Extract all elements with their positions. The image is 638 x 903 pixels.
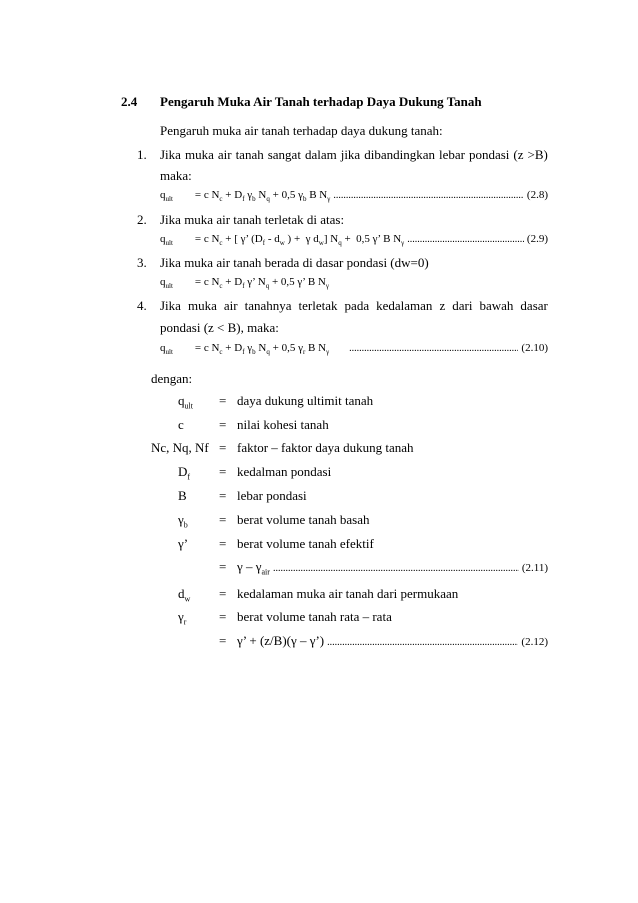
definition-description: kedalman pondasi <box>237 464 332 479</box>
word: sangat <box>267 147 301 162</box>
word: dari <box>452 298 473 313</box>
definition-formula-row <box>237 560 548 577</box>
word: pada <box>344 298 370 313</box>
eq-rhs: = c $N_c$ + [ γ’ ($D_f - d_w$ ) + γ $d_w$] $N_q + 0,5$ γ’ B $N_\gamma$ <box>194 233 405 248</box>
definition-description: γ – $\gamma_{air}$ <box>237 559 270 577</box>
definition-equals: = <box>219 559 227 574</box>
intro-text: Pengaruh muka air tanah terhadap daya dukung tanah: <box>160 123 443 138</box>
item-3-line-1: Jika muka air tanah berada di dasar pondasi (dw=0) <box>160 255 429 270</box>
definition-formula-row <box>237 634 548 648</box>
definition-equals: = <box>219 464 227 479</box>
dot-leader <box>327 634 518 648</box>
definition-equals: = <box>219 417 227 432</box>
definition-equals: = <box>219 633 227 648</box>
eq-rhs: = c $N_c + D_f$ $\gamma_b$ $N_q + 0,5$ $\gamma_r$ B $N_\gamma$ <box>194 342 330 357</box>
item-1-line-2: maka: <box>160 168 192 183</box>
item-1-line-1 <box>160 148 548 161</box>
word: Jika <box>160 147 181 162</box>
word: (z <box>513 147 524 162</box>
definition-symbol: B <box>178 488 187 503</box>
word: bawah <box>479 298 514 313</box>
definition-symbol: $\gamma_r$ <box>178 609 187 627</box>
definition-symbol: $d_w$ <box>178 586 191 604</box>
dot-leader <box>407 234 524 245</box>
definition-symbol: $q_{ult}$ <box>178 393 193 411</box>
definition-equals: = <box>219 488 227 503</box>
definition-description: faktor – faktor daya dukung tanah <box>237 440 414 455</box>
definition-description: berat volume tanah basah <box>237 512 370 527</box>
word: muka <box>187 298 217 313</box>
definition-description: berat volume tanah rata – rata <box>237 609 392 624</box>
eq-lhs: $q_{ult}$ <box>160 233 173 248</box>
definition-description: kedalaman muka air tanah dari permukaan <box>237 586 459 601</box>
definition-description: berat volume tanah efektif <box>237 536 374 551</box>
dot-leader <box>349 343 518 354</box>
word: terletak <box>298 298 338 313</box>
item-3-number: 3. <box>137 255 147 270</box>
word: dibandingkan <box>364 147 435 162</box>
definition-equals: = <box>219 609 227 624</box>
item-4-number: 4. <box>137 298 147 313</box>
word: pondasi <box>468 147 510 162</box>
definition-description: γ’ + (z/B)(γ – γ’) <box>237 633 325 648</box>
section-title: Pengaruh Muka Air Tanah terhadap Daya Dukung Tanah <box>160 94 482 109</box>
definition-equals: = <box>219 393 227 408</box>
item-4-line-2: pondasi (z < B), maka: <box>160 320 279 335</box>
eq-lhs: $q_{ult}$ <box>160 189 173 204</box>
definition-symbol: Nc, Nq, Nf <box>151 440 209 455</box>
eq-rhs: = c $N_c + D_f$ $\gamma_b$ $N_q + 0,5$ $\gamma_b$ B $N_\gamma$ <box>194 189 331 204</box>
definition-equals: = <box>219 586 227 601</box>
word: tanahnya <box>244 298 292 313</box>
definition-equals: = <box>219 440 227 455</box>
dot-leader <box>333 190 524 201</box>
word: Jika <box>160 298 181 313</box>
definition-equals: = <box>219 536 227 551</box>
item-4-line-1 <box>160 299 548 312</box>
word: z <box>439 298 446 313</box>
equation-2-9 <box>160 234 548 247</box>
equation-2-8 <box>160 190 548 203</box>
equation-2-10 <box>160 343 548 356</box>
section-number: 2.4 <box>121 94 138 109</box>
eq-number: (2.11) <box>521 562 548 574</box>
dengan-label: dengan: <box>151 371 193 386</box>
eq-number: (2.12) <box>521 636 548 648</box>
word: tanah <box>235 147 264 162</box>
word: air <box>223 298 238 313</box>
eq-lhs: $q_{ult}$ <box>160 342 173 357</box>
word: muka <box>184 147 214 162</box>
definition-symbol: γ’ <box>178 536 189 551</box>
dot-leader <box>273 560 519 574</box>
item-2-number: 2. <box>137 212 147 227</box>
word: lebar <box>438 147 465 162</box>
word: dasar <box>520 298 548 313</box>
word: >B) <box>527 147 548 162</box>
eq-number: (2.9) <box>526 233 548 245</box>
eq-rhs: = c $N_c + D_f$ γ’ $N_q + 0,5$ γ’ B $N_\gamma$ <box>194 276 329 291</box>
definition-description: lebar pondasi <box>237 488 307 503</box>
definition-description: nilai kohesi tanah <box>237 417 329 432</box>
definition-description: daya dukung ultimit tanah <box>237 393 374 408</box>
definition-equals: = <box>219 512 227 527</box>
word: jika <box>340 147 361 162</box>
word: kedalaman <box>376 298 433 313</box>
item-2-line-1: Jika muka air tanah terletak di atas: <box>160 212 345 227</box>
word: air <box>217 147 232 162</box>
word: dalam <box>304 147 337 162</box>
equation-item-3 <box>160 277 329 290</box>
eq-lhs: $q_{ult}$ <box>160 276 173 291</box>
eq-number: (2.10) <box>521 342 548 354</box>
item-1-number: 1. <box>137 147 147 162</box>
eq-number: (2.8) <box>526 189 548 201</box>
definition-symbol: c <box>178 417 184 432</box>
definition-symbol: $D_f$ <box>178 464 191 482</box>
definition-symbol: $\gamma_b$ <box>178 512 188 530</box>
